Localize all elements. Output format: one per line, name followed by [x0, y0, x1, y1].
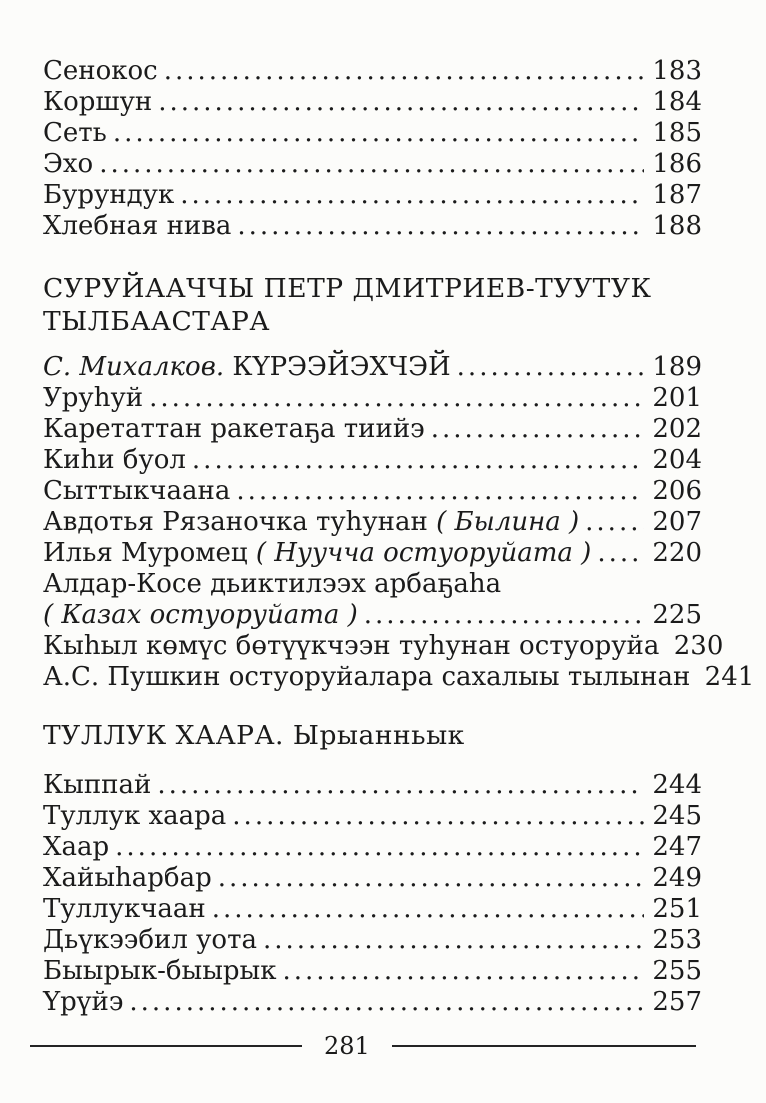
toc-entry	[43, 507, 702, 538]
toc-entry-title: Хлебная нива	[43, 211, 232, 241]
toc-entry-page: 184	[652, 87, 702, 117]
toc-entry-page: 244	[652, 770, 702, 800]
footer-page-number: 281	[324, 1032, 370, 1060]
toc-entry-title: Сенокос	[43, 56, 158, 86]
toc-entry-page: 225	[652, 600, 702, 630]
dot-leader	[457, 352, 644, 383]
toc-entry-title: Каретаттан ракетаҕа тиийэ	[43, 414, 425, 444]
toc-entry	[43, 211, 702, 242]
dot-leader	[236, 476, 644, 507]
toc-entry	[43, 149, 702, 180]
toc-entry-page: 257	[652, 987, 702, 1017]
toc-entry	[43, 476, 702, 507]
toc-entry-page: 206	[652, 476, 702, 506]
toc-entry-page: 220	[652, 538, 702, 568]
dot-leader	[263, 925, 644, 956]
toc-entry-page: 187	[652, 180, 702, 210]
toc-entry	[43, 956, 702, 987]
toc-entry-page: 204	[652, 445, 702, 475]
toc-entry-title: Коршун	[43, 87, 153, 117]
toc-entry-title: Хайыһарбар	[43, 863, 212, 893]
toc-entry	[43, 180, 702, 211]
dot-leader	[158, 87, 644, 118]
dot-leader	[157, 770, 644, 801]
dot-leader	[218, 863, 644, 894]
toc-entry-title: Киһи буол	[43, 445, 186, 475]
toc-entry-title: Сыттыкчаана	[43, 476, 231, 506]
toc-entry	[43, 569, 702, 600]
toc-entry-title: Үрүйэ	[43, 987, 124, 1017]
dot-leader	[597, 538, 644, 569]
toc-entry-title: Быырык-быырык	[43, 956, 277, 986]
toc-entry	[43, 383, 702, 414]
footer-rule-right	[392, 1045, 696, 1047]
toc-entry-title: Илья Муромец ( Нуучча остуоруйата )	[43, 538, 592, 568]
dot-leader	[364, 600, 644, 631]
toc-entry-page: 185	[652, 118, 702, 148]
toc-entry	[43, 445, 702, 476]
toc-entry-page: 201	[652, 383, 702, 413]
toc-entry-page: 189	[652, 352, 702, 382]
dot-leader	[212, 894, 644, 925]
toc-entry	[43, 987, 702, 1018]
toc-entry-title: Бурундук	[43, 180, 175, 210]
footer-rule-left	[30, 1045, 302, 1047]
toc-entry-title: С. Михалков. КҮРЭЭЙЭХЧЭЙ	[43, 352, 451, 382]
toc-entry	[43, 770, 702, 801]
section-heading	[43, 272, 702, 338]
toc-entry-page: 255	[652, 956, 702, 986]
toc-entry	[43, 832, 702, 863]
toc-entry-title: Сеть	[43, 118, 107, 148]
section-heading-line: СУРУЙААЧЧЫ ПЕТР ДМИТРИЕВ-ТУУТУК	[43, 273, 652, 304]
toc-entry-page: 245	[652, 801, 702, 831]
toc-entry	[43, 925, 702, 956]
toc-entry-page: 202	[652, 414, 702, 444]
dot-leader	[192, 445, 644, 476]
dot-leader	[115, 832, 644, 863]
toc-entry-page: 253	[652, 925, 702, 955]
toc-entry-page: 230	[673, 631, 724, 661]
toc-entry-title: Кыппай	[43, 770, 152, 800]
toc-entry	[43, 662, 755, 693]
toc-entry-title: Алдар-Косе дьиктилээх арбаҕаһа	[43, 569, 502, 599]
dot-leader	[237, 211, 644, 242]
toc-entry-title: А.С. Пушкин остуоруйалара сахалыы тылынан	[43, 662, 691, 692]
toc-entry-title: Хаар	[43, 832, 110, 862]
toc-entry-title: Туллукчаан	[43, 894, 206, 924]
dot-leader	[283, 956, 645, 987]
toc-entry-title: Уруһуй	[43, 383, 144, 413]
toc-entry-page: 247	[652, 832, 702, 862]
toc-entry-title: Эхо	[43, 149, 94, 179]
toc-entry	[43, 87, 702, 118]
toc-entry-page: 249	[652, 863, 702, 893]
dot-leader	[585, 507, 644, 538]
toc-entry	[43, 538, 702, 569]
toc-entry	[43, 352, 702, 383]
toc-entry-page: 188	[652, 211, 702, 241]
toc-entry	[43, 414, 702, 445]
dot-leader	[180, 180, 644, 211]
toc-entry-page: 207	[652, 507, 702, 537]
toc-entry-title: Туллук хаара	[43, 801, 227, 831]
toc-entry	[43, 118, 702, 149]
toc-entry-title: Авдотья Рязаночка туһунан ( Былина )	[43, 507, 580, 537]
dot-leader	[99, 149, 644, 180]
dot-leader	[164, 56, 644, 87]
toc-entry	[43, 894, 702, 925]
dot-leader	[232, 801, 644, 832]
page-footer	[30, 1033, 696, 1059]
dot-leader	[149, 383, 644, 414]
toc-entry	[43, 600, 702, 631]
toc-entry	[43, 56, 702, 87]
section-heading: ТУЛЛУК ХААРА. Ырыанньык	[43, 720, 465, 751]
toc-entry	[43, 631, 724, 662]
section-heading-line: ТЫЛБААСТАРА	[43, 306, 270, 337]
toc-entry-title: Дьүкээбил уота	[43, 925, 257, 955]
toc-entry-page: 183	[652, 56, 702, 86]
toc-entry	[43, 801, 702, 832]
toc-entry-page: 186	[652, 149, 702, 179]
toc-entry-page: 241	[704, 662, 755, 692]
dot-leader	[113, 118, 644, 149]
toc-entry	[43, 863, 702, 894]
dot-leader	[431, 414, 644, 445]
toc-entry-title: ( Казах остуоруйата )	[43, 600, 358, 630]
toc-entry-page: 251	[652, 894, 702, 924]
toc-entry-title: Кыһыл көмүс бөтүүкчээн туһунан остуоруйа	[43, 631, 660, 661]
dot-leader	[129, 987, 644, 1018]
